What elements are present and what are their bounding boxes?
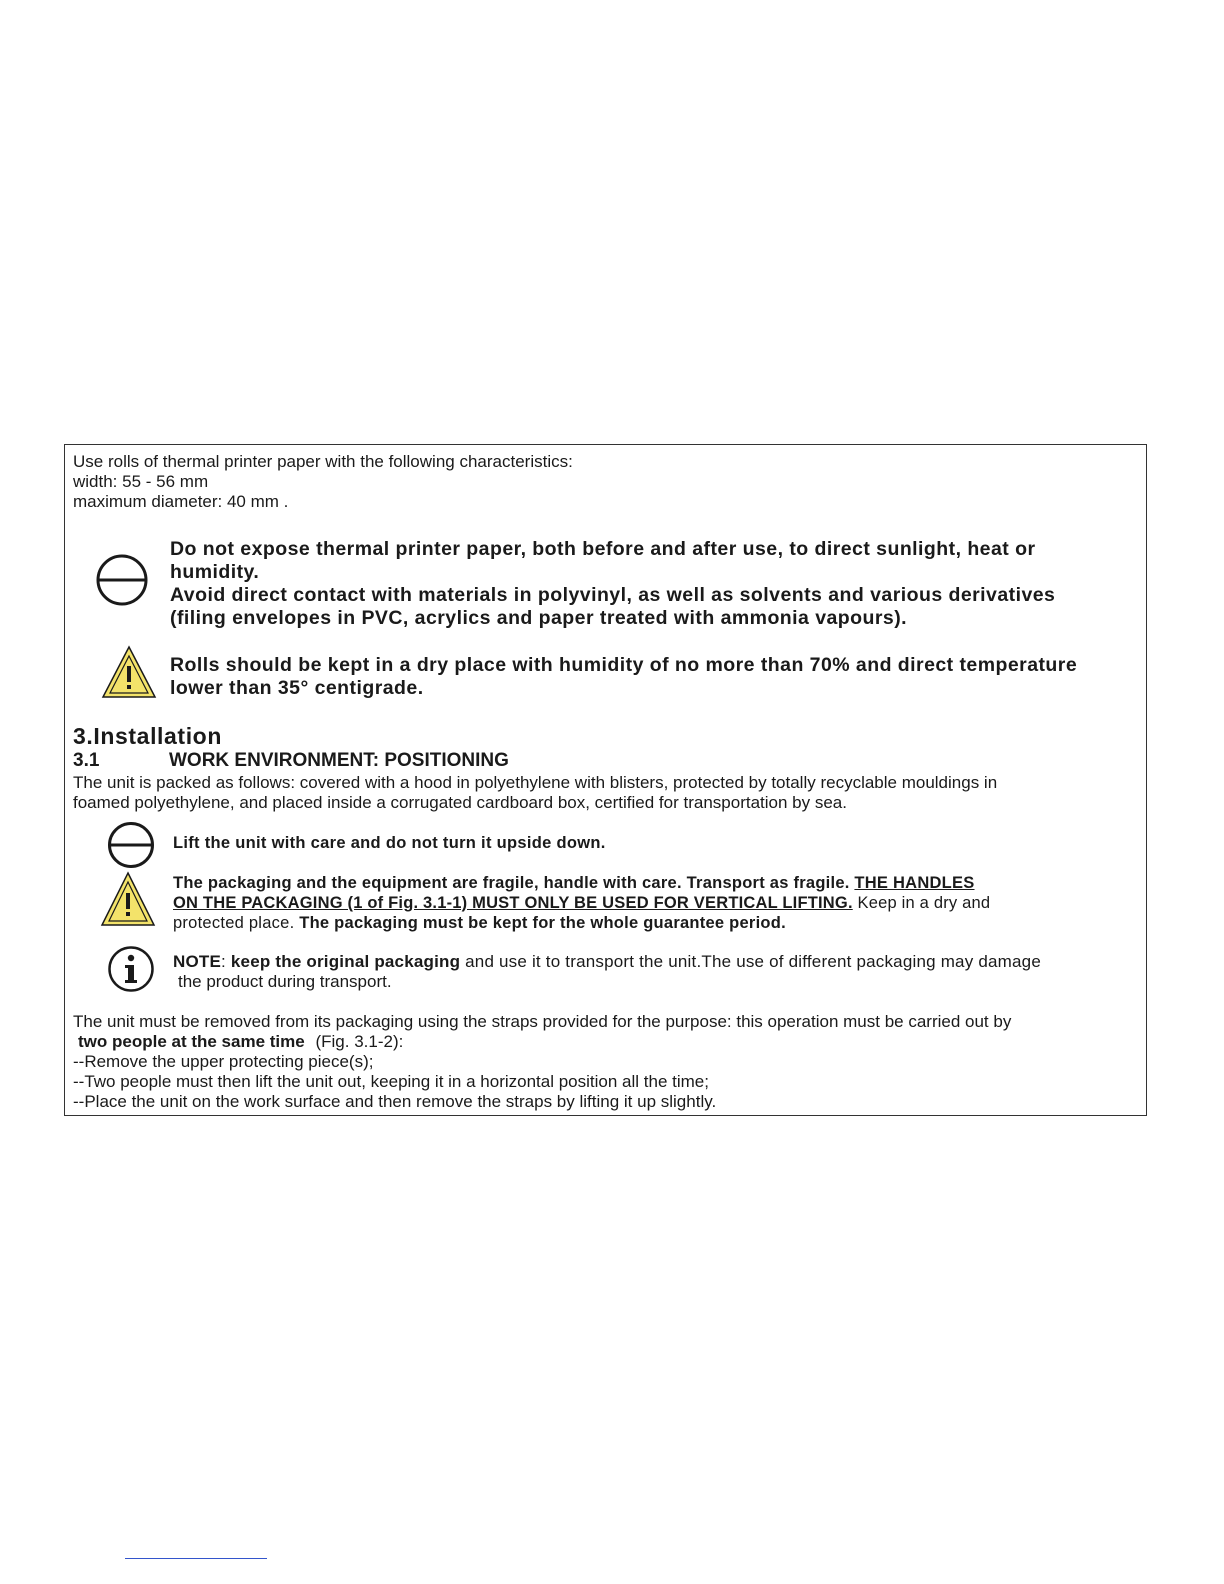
step-2: --Two people must then lift the unit out, keeping it in a horizontal position all the time; bbox=[73, 1072, 709, 1091]
section-title: 3.Installation bbox=[73, 723, 222, 749]
note-colon: : bbox=[221, 952, 226, 971]
keep-dry-text: Keep in a dry and bbox=[857, 894, 991, 912]
caution-text-1: Rolls should be kept in a dry place with humidity of no more than 70% and direct temperature bbox=[170, 654, 1078, 676]
protected-text: protected place. bbox=[173, 914, 295, 932]
paper-width: width: 55 - 56 mm bbox=[73, 472, 209, 491]
prohibit-text-2: humidity. bbox=[170, 561, 260, 583]
prohibit-text-1: Do not expose thermal printer paper, both before and after use, to direct sunlight, heat or bbox=[170, 538, 1036, 560]
note-label: NOTE bbox=[173, 952, 222, 971]
handles-notice-2: ON THE PACKAGING (1 of Fig. 3.1-1) MUST ONLY BE USED FOR VERTICAL LIFTING. bbox=[173, 894, 853, 912]
prohibit-text-4: (filing envelopes in PVC, acrylics and paper treated with ammonia vapours). bbox=[170, 607, 908, 629]
note-bold-text: keep the original packaging bbox=[230, 952, 461, 971]
packed-text-1: The unit is packed as follows: covered with a hood in polyethylene with blisters, protected by totally recyclable mouldings in bbox=[73, 773, 998, 792]
handles-notice-1: THE HANDLES bbox=[854, 874, 975, 892]
step-3: --Place the unit on the work surface and then remove the straps by lifting it up slightly. bbox=[73, 1092, 717, 1111]
paper-diameter: maximum diameter: 40 mm . bbox=[73, 492, 289, 511]
removal-line-1: The unit must be removed from its packaging using the straps provided for the purpose: this operation must be carried out by bbox=[73, 1012, 1012, 1031]
prohibition-icon bbox=[106, 821, 156, 869]
fig-ref: (Fig. 3.1-2): bbox=[315, 1032, 404, 1051]
note-line-1 bbox=[173, 952, 1041, 972]
fragile-line-3 bbox=[173, 913, 786, 933]
prohibit-text-3: Avoid direct contact with materials in polyvinyl, as well as solvents and various derivatives bbox=[170, 584, 1056, 606]
removal-line-2 bbox=[78, 1032, 403, 1052]
footer-rule bbox=[125, 1558, 267, 1559]
warning-triangle-icon bbox=[99, 870, 157, 928]
subsection-number: 3.1 bbox=[73, 750, 100, 771]
step-1: --Remove the upper protecting piece(s); bbox=[73, 1052, 374, 1071]
prohibition-icon bbox=[95, 553, 149, 607]
note-line-2: the product during transport. bbox=[178, 972, 392, 991]
two-people-text: two people at the same time bbox=[78, 1032, 305, 1051]
guarantee-notice: The packaging must be kept for the whole guarantee period. bbox=[299, 914, 786, 932]
fragile-line-2 bbox=[173, 893, 990, 913]
packed-text-2: foamed polyethylene, and placed inside a corrugated cardboard box, certified for transportation by sea. bbox=[73, 793, 847, 812]
fragile-line-1 bbox=[173, 873, 975, 893]
note-text: and use it to transport the unit.The use of different packaging may damage bbox=[465, 952, 1041, 971]
warning-triangle-icon bbox=[100, 644, 158, 700]
lift-notice: Lift the unit with care and do not turn it upside down. bbox=[173, 834, 606, 852]
fragile-notice: The packaging and the equipment are fragile, handle with care. Transport as fragile. bbox=[173, 874, 850, 892]
caution-text-2: lower than 35° centigrade. bbox=[170, 677, 424, 699]
paper-intro: Use rolls of thermal printer paper with the following characteristics: bbox=[73, 452, 573, 471]
subsection-title: WORK ENVIRONMENT: POSITIONING bbox=[169, 750, 509, 771]
info-icon bbox=[107, 945, 155, 993]
